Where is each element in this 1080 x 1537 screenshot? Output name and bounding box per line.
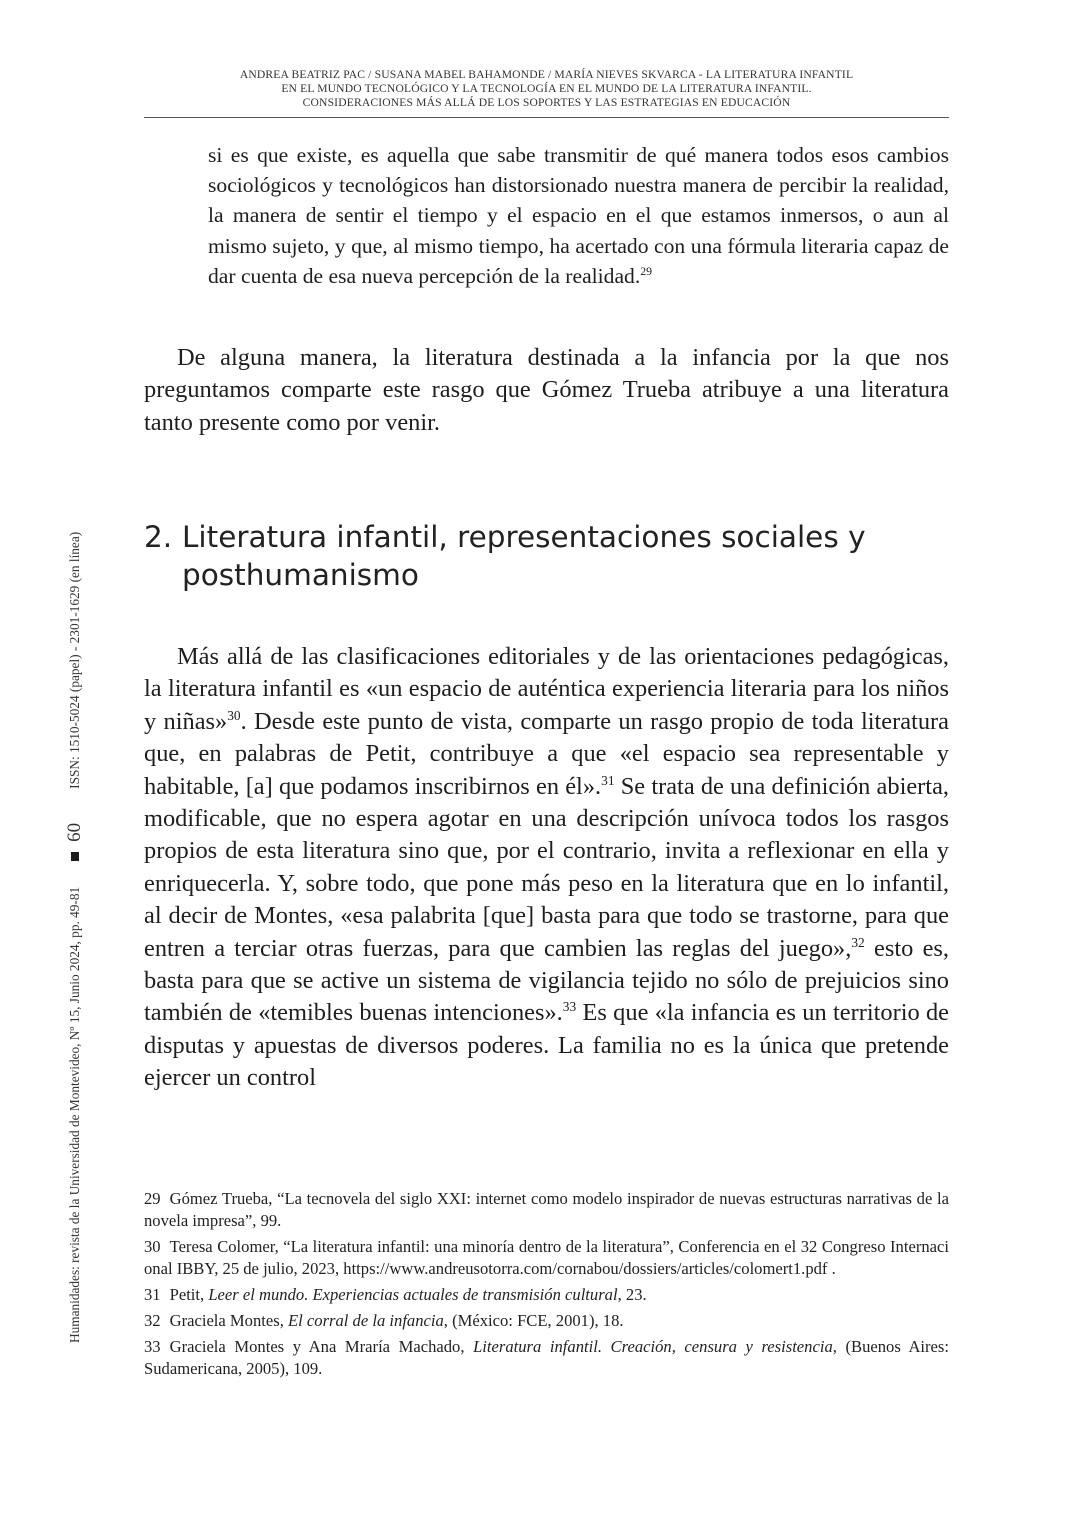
running-header: [144, 68, 949, 110]
page-marker: [71, 852, 79, 861]
paragraph-1: [144, 342, 949, 439]
footnote-33: [144, 1336, 949, 1380]
footnote-ref-29[interactable]: 29: [640, 263, 653, 278]
paragraph-1-text: De alguna manera, la literatura destinada a la infancia por la que nos preguntamos comparte este rasgo que Gómez Trueba atribuye a una literatura tanto presente como por venir.: [144, 344, 949, 436]
footnote-text: Teresa Colomer, “La literatura infantil: una minoría dentro de la literatura”, Conferencia en el 32 Congreso Internacional IBBY, 25 de julio, 2023, https://www.andreusotorra.com/cornabou/dossiers/articles/colomert1.pdf .: [144, 1237, 949, 1278]
footnote-32: [144, 1310, 949, 1332]
footnote-number: 32: [144, 1311, 161, 1330]
vertical-sidebar: [64, 532, 86, 1343]
section-heading: [144, 518, 949, 594]
paragraph-2: [144, 641, 949, 1095]
footnote-title: Literatura infantil. Creación, censura y resistencia: [473, 1337, 833, 1356]
footnote-number: 31: [144, 1285, 161, 1304]
footnote-29: [144, 1188, 949, 1232]
footnote-ref-30[interactable]: 30: [227, 707, 241, 723]
footnote-text: Gómez Trueba, “La tecnovela del siglo XXI: internet como modelo inspirador de nuevas estructuras narrativas de la novela impresa”, 99.: [144, 1189, 949, 1230]
section-title-line-1: Literatura infantil, representaciones sociales y: [182, 520, 866, 554]
footnote-number: 33: [144, 1337, 161, 1356]
footnote-text: , (Buenos Aires: Sudamericana, 2005), 109.: [144, 1337, 949, 1378]
paragraph-2-segment: Más allá de las clasificaciones editoriales y de las orientaciones pedagógicas, la literatura infantil es «un espacio de auténtica experiencia literaria para los niños y niñas»: [144, 643, 949, 735]
page-number: 60: [64, 822, 85, 842]
section-number: 2.: [144, 520, 173, 554]
paragraph-2-segment: Es que «la infancia es un territorio de disputas y apuestas de diversos poderes. La familia no es la única que pretende ejercer un control: [144, 999, 949, 1092]
footnote-number: 30: [144, 1237, 161, 1256]
footnote-ref-31[interactable]: 31: [601, 772, 615, 788]
section-title-line-2: posthumanismo: [182, 558, 419, 592]
footnote-text: , (México: FCE, 2001), 18.: [443, 1311, 624, 1330]
journal-citation: Humanidades: revista de la Universidad de Montevideo, Nº 15, Junio 2024, pp. 49-81: [67, 886, 82, 1343]
footnote-ref-32[interactable]: 32: [851, 934, 865, 950]
footnote-text: , 23.: [617, 1285, 647, 1304]
issn: ISSN: 1510-5024 (papel) - 2301-1629 (en línea): [67, 531, 82, 789]
header-line-2: EN EL MUNDO TECNOLÓGICO Y LA TECNOLOGÍA EN EL MUNDO DE LA LITERATURA INFANTIL.: [281, 82, 812, 95]
block-quote: [208, 140, 949, 291]
header-rule: [144, 117, 949, 118]
paragraph-2-segment: Se trata de una definición abierta, modificable, que no espera agotar en una descripción unívoca todos los rasgos propios de esta literatura sino que, por el contrario, invita a reflexionar en ella y enriquecerla. Y, sobre todo, que pone más peso en la literatura que en lo infantil, al decir de Montes, «esa palabrita [que] basta para que todo se trastorne, para que entren a terciar otras fuerzas, para que cambien las reglas del juego»,: [144, 772, 950, 962]
paragraph-2-segment: esto es, basta para que se active un sistema de vigilancia tejido no sólo de prejuicios sino también de «temibles buenas intenciones».: [144, 934, 949, 1027]
footnote-ref-33[interactable]: 33: [562, 999, 577, 1015]
quote-text: si es que existe, es aquella que sabe transmitir de qué manera todos esos cambios sociológicos y tecnológicos han distorsionado nuestra manera de percibir la realidad, la manera de sentir el tiempo y el espacio en el que estamos inmersos, o aun al mismo sujeto, y que, al mismo tiempo, ha acertado con una fórmula literaria capaz de dar cuenta de esa nueva percepción de la realidad.: [208, 143, 949, 288]
footnote-title: El corral de la infancia: [288, 1311, 444, 1330]
paragraph-2-segment: . Desde este punto de vista, comparte un rasgo propio de toda literatura que, en palabras de Petit, contribuye a que «el espacio sea representable y habitable, [a] que podamos inscribirnos en él».: [144, 707, 949, 800]
footnote-31: [144, 1284, 949, 1306]
footnotes: [144, 1188, 949, 1384]
header-line-3: CONSIDERACIONES MÁS ALLÁ DE LOS SOPORTES Y LAS ESTRATEGIAS EN EDUCACIÓN: [302, 96, 791, 109]
footnote-text: Petit,: [169, 1285, 209, 1304]
footnote-title: Leer el mundo. Experiencias actuales de transmisión cultural: [208, 1285, 618, 1304]
footnote-text: Graciela Montes y Ana Mraría Machado,: [169, 1337, 474, 1356]
footnote-30: [144, 1236, 949, 1280]
footnote-text: Graciela Montes,: [169, 1311, 289, 1330]
footnote-number: 29: [144, 1189, 161, 1208]
header-line-1: ANDREA BEATRIZ PAC / SUSANA MABEL BAHAMONDE / MARÍA NIEVES SKVARCA - LA LITERATURA INFANTIL: [239, 68, 854, 81]
